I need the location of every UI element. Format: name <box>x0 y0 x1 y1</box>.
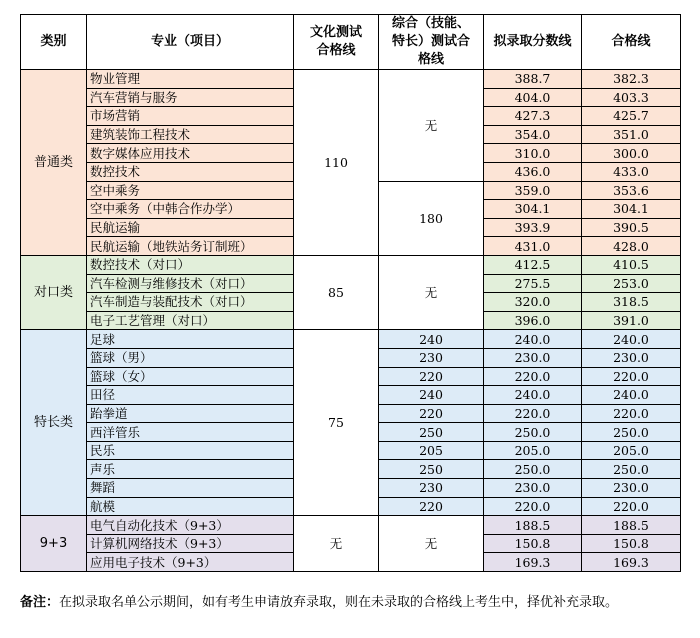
pass-line-cell: 169.3 <box>582 553 681 572</box>
major-cell: 数字媒体应用技术 <box>87 144 294 163</box>
pass-line-cell: 390.5 <box>582 218 681 237</box>
pass-line-cell: 391.0 <box>582 311 681 330</box>
composite-line-cell: 240 <box>379 386 484 405</box>
pass-line-cell: 250.0 <box>582 460 681 479</box>
major-cell: 篮球（男） <box>87 348 294 367</box>
pass-line-cell: 428.0 <box>582 237 681 256</box>
major-cell: 电子工艺管理（对口） <box>87 311 294 330</box>
major-cell: 数控技术 <box>87 162 294 181</box>
pass-line-cell: 410.5 <box>582 255 681 274</box>
proposed-score-cell: 220.0 <box>484 404 582 423</box>
table-header-row <box>21 15 681 70</box>
table-row <box>21 330 681 349</box>
major-cell: 民航运输（地铁站务订制班） <box>87 237 294 256</box>
major-cell: 建筑装饰工程技术 <box>87 125 294 144</box>
proposed-score-cell: 320.0 <box>484 293 582 312</box>
pass-line-cell: 318.5 <box>582 293 681 312</box>
proposed-score-cell: 404.0 <box>484 88 582 107</box>
major-cell: 市场营销 <box>87 107 294 126</box>
proposed-score-cell: 436.0 <box>484 162 582 181</box>
proposed-score-cell: 359.0 <box>484 181 582 200</box>
table-row <box>21 255 681 274</box>
pass-line-cell: 353.6 <box>582 181 681 200</box>
major-cell: 汽车营销与服务 <box>87 88 294 107</box>
proposed-score-cell: 230.0 <box>484 479 582 498</box>
composite-line-cell: 220 <box>379 367 484 386</box>
pass-line-cell: 425.7 <box>582 107 681 126</box>
major-cell: 数控技术（对口） <box>87 255 294 274</box>
category-cell: 对口类 <box>21 255 87 329</box>
proposed-score-cell: 220.0 <box>484 367 582 386</box>
proposed-score-cell: 240.0 <box>484 330 582 349</box>
major-cell: 计算机网络技术（9+3） <box>87 534 294 553</box>
header-culture-line: 文化测试 合格线 <box>294 15 379 70</box>
pass-line-cell: 240.0 <box>582 330 681 349</box>
category-cell: 普通类 <box>21 70 87 256</box>
table-body <box>21 70 681 572</box>
proposed-score-cell: 188.5 <box>484 516 582 535</box>
pass-line-cell: 433.0 <box>582 162 681 181</box>
pass-line-cell: 220.0 <box>582 497 681 516</box>
pass-line-cell: 300.0 <box>582 144 681 163</box>
pass-line-cell: 220.0 <box>582 367 681 386</box>
major-cell: 足球 <box>87 330 294 349</box>
admission-score-table-container <box>20 14 680 578</box>
header-category: 类别 <box>21 15 87 70</box>
pass-line-cell: 188.5 <box>582 516 681 535</box>
header-pass-line: 合格线 <box>582 15 681 70</box>
major-cell: 舞蹈 <box>87 479 294 498</box>
major-cell: 汽车制造与装配技术（对口） <box>87 293 294 312</box>
proposed-score-cell: 169.3 <box>484 553 582 572</box>
proposed-score-cell: 220.0 <box>484 497 582 516</box>
pass-line-cell: 150.8 <box>582 534 681 553</box>
major-cell: 物业管理 <box>87 70 294 89</box>
culture-line-cell: 85 <box>294 255 379 329</box>
footnote-label: 备注： <box>20 595 60 610</box>
major-cell: 跆拳道 <box>87 404 294 423</box>
major-cell: 汽车检测与维修技术（对口） <box>87 274 294 293</box>
pass-line-cell: 253.0 <box>582 274 681 293</box>
major-cell: 电气自动化技术（9+3） <box>87 516 294 535</box>
proposed-score-cell: 304.1 <box>484 200 582 219</box>
proposed-score-cell: 205.0 <box>484 441 582 460</box>
proposed-score-cell: 250.0 <box>484 460 582 479</box>
major-cell: 应用电子技术（9+3） <box>87 553 294 572</box>
pass-line-cell: 240.0 <box>582 386 681 405</box>
major-cell: 声乐 <box>87 460 294 479</box>
pass-line-cell: 403.3 <box>582 88 681 107</box>
proposed-score-cell: 150.8 <box>484 534 582 553</box>
proposed-score-cell: 388.7 <box>484 70 582 89</box>
pass-line-cell: 230.0 <box>582 348 681 367</box>
composite-line-cell: 180 <box>379 181 484 255</box>
pass-line-cell: 351.0 <box>582 125 681 144</box>
proposed-score-cell: 431.0 <box>484 237 582 256</box>
composite-line-cell: 220 <box>379 404 484 423</box>
footnote <box>20 592 680 614</box>
footnote-text: 在拟录取名单公示期间，如有考生申请放弃录取，则在未录取的合格线上考生中，择优补充录取。 <box>59 595 619 610</box>
composite-line-cell: 220 <box>379 497 484 516</box>
header-major: 专业（项目） <box>87 15 294 70</box>
major-cell: 篮球（女） <box>87 367 294 386</box>
major-cell: 民乐 <box>87 441 294 460</box>
culture-line-cell: 110 <box>294 70 379 256</box>
category-cell: 9+3 <box>21 516 87 572</box>
category-cell: 特长类 <box>21 330 87 516</box>
header-proposed-score: 拟录取分数线 <box>484 15 582 70</box>
culture-line-cell: 无 <box>294 516 379 572</box>
proposed-score-cell: 250.0 <box>484 423 582 442</box>
header-composite-line: 综合（技能、 特长）测试合 格线 <box>379 15 484 70</box>
proposed-score-cell: 393.9 <box>484 218 582 237</box>
pass-line-cell: 230.0 <box>582 479 681 498</box>
proposed-score-cell: 240.0 <box>484 386 582 405</box>
major-cell: 航模 <box>87 497 294 516</box>
composite-line-cell: 205 <box>379 441 484 460</box>
table-row <box>21 70 681 89</box>
proposed-score-cell: 427.3 <box>484 107 582 126</box>
composite-line-cell: 无 <box>379 70 484 182</box>
table-row <box>21 516 681 535</box>
proposed-score-cell: 354.0 <box>484 125 582 144</box>
proposed-score-cell: 412.5 <box>484 255 582 274</box>
pass-line-cell: 250.0 <box>582 423 681 442</box>
major-cell: 田径 <box>87 386 294 405</box>
composite-line-cell: 250 <box>379 423 484 442</box>
composite-line-cell: 240 <box>379 330 484 349</box>
proposed-score-cell: 230.0 <box>484 348 582 367</box>
composite-line-cell: 无 <box>379 516 484 572</box>
pass-line-cell: 220.0 <box>582 404 681 423</box>
major-cell: 空中乘务（中韩合作办学） <box>87 200 294 219</box>
pass-line-cell: 304.1 <box>582 200 681 219</box>
admission-score-table <box>20 14 681 572</box>
major-cell: 民航运输 <box>87 218 294 237</box>
pass-line-cell: 205.0 <box>582 441 681 460</box>
proposed-score-cell: 275.5 <box>484 274 582 293</box>
composite-line-cell: 无 <box>379 255 484 329</box>
major-cell: 空中乘务 <box>87 181 294 200</box>
proposed-score-cell: 310.0 <box>484 144 582 163</box>
composite-line-cell: 230 <box>379 479 484 498</box>
pass-line-cell: 382.3 <box>582 70 681 89</box>
major-cell: 西洋管乐 <box>87 423 294 442</box>
culture-line-cell: 75 <box>294 330 379 516</box>
proposed-score-cell: 396.0 <box>484 311 582 330</box>
composite-line-cell: 230 <box>379 348 484 367</box>
composite-line-cell: 250 <box>379 460 484 479</box>
